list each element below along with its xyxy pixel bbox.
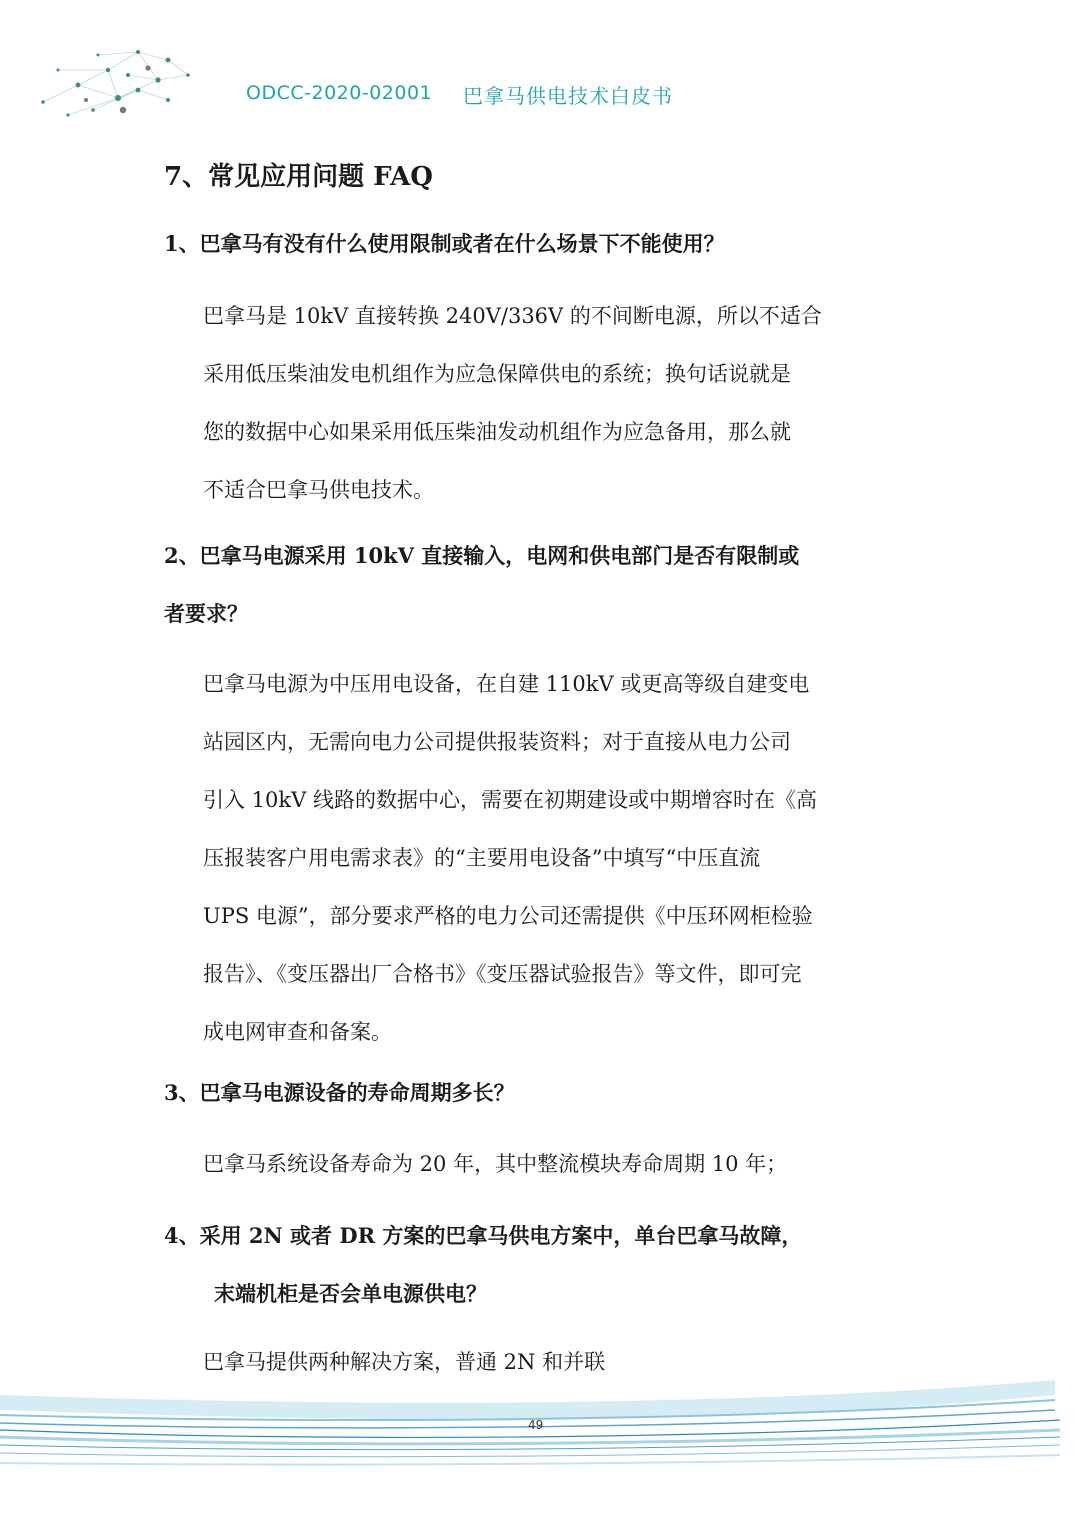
faq-question-4 — [164, 1207, 924, 1323]
faq-question-1 — [164, 215, 924, 273]
answer-line: 巴拿马是 10kV 直接转换 240V/336V 的不间断电源，所以不适合 — [203, 304, 822, 328]
section-title: 7、常见应用问题 FAQ — [164, 162, 433, 192]
question-line: 3、巴拿马电源设备的寿命周期多长？ — [164, 1080, 515, 1105]
question-line: 4、采用 2N 或者 DR 方案的巴拿马供电方案中，单台巴拿马故障， — [164, 1223, 803, 1248]
answer-line: 站园区内，无需向电力公司提供报装资料；对于直接从电力公司 — [203, 730, 791, 754]
network-dots-logo — [38, 40, 198, 125]
answer-line: 巴拿马提供两种解决方案，普通 2N 和并联 — [203, 1350, 606, 1374]
footer-wave-decoration — [0, 1375, 1080, 1527]
answer-line: 压报装客户用电需求表》的“主要用电设备”中填写“中压直流 — [203, 846, 761, 870]
document-title: 巴拿马供电技术白皮书 — [463, 84, 673, 108]
faq-question-2 — [164, 527, 924, 643]
answer-line: 巴拿马电源为中压用电设备，在自建 110kV 或更高等级自建变电 — [203, 672, 810, 696]
page-header — [0, 0, 1080, 130]
answer-line: 巴拿马系统设备寿命为 20 年，其中整流模块寿命周期 10 年； — [203, 1152, 788, 1176]
answer-line: 成电网审查和备案。 — [203, 1020, 392, 1044]
document-id: ODCC-2020-02001 — [246, 82, 433, 104]
answer-line: 采用低压柴油发电机组作为应急保障供电的系统；换句话说就是 — [203, 362, 791, 386]
answer-line: 报告》、《变压器出厂合格书》《变压器试验报告》等文件，即可完 — [203, 962, 802, 986]
answer-line: 不适合巴拿马供电技术。 — [203, 478, 434, 502]
question-line: 末端机柜是否会单电源供电？ — [214, 1281, 487, 1306]
answer-line: 引入 10kV 线路的数据中心，需要在初期建设或中期增容时在《高 — [203, 788, 817, 812]
answer-line: UPS 电源”，部分要求严格的电力公司还需提供《中压环网柜检验 — [203, 904, 813, 928]
question-line: 2、巴拿马电源采用 10kV 直接输入，电网和供电部门是否有限制或 — [164, 543, 800, 568]
faq-answer-3 — [203, 1135, 923, 1193]
faq-question-3 — [164, 1064, 924, 1122]
faq-answer-2 — [203, 655, 923, 1061]
question-line: 者要求？ — [164, 601, 248, 626]
page-number: 49 — [528, 1418, 544, 1432]
question-line: 1、巴拿马有没有什么使用限制或者在什么场景下不能使用？ — [164, 231, 725, 256]
faq-answer-1 — [203, 287, 923, 519]
answer-line: 您的数据中心如果采用低压柴油发动机组作为应急备用，那么就 — [203, 420, 791, 444]
